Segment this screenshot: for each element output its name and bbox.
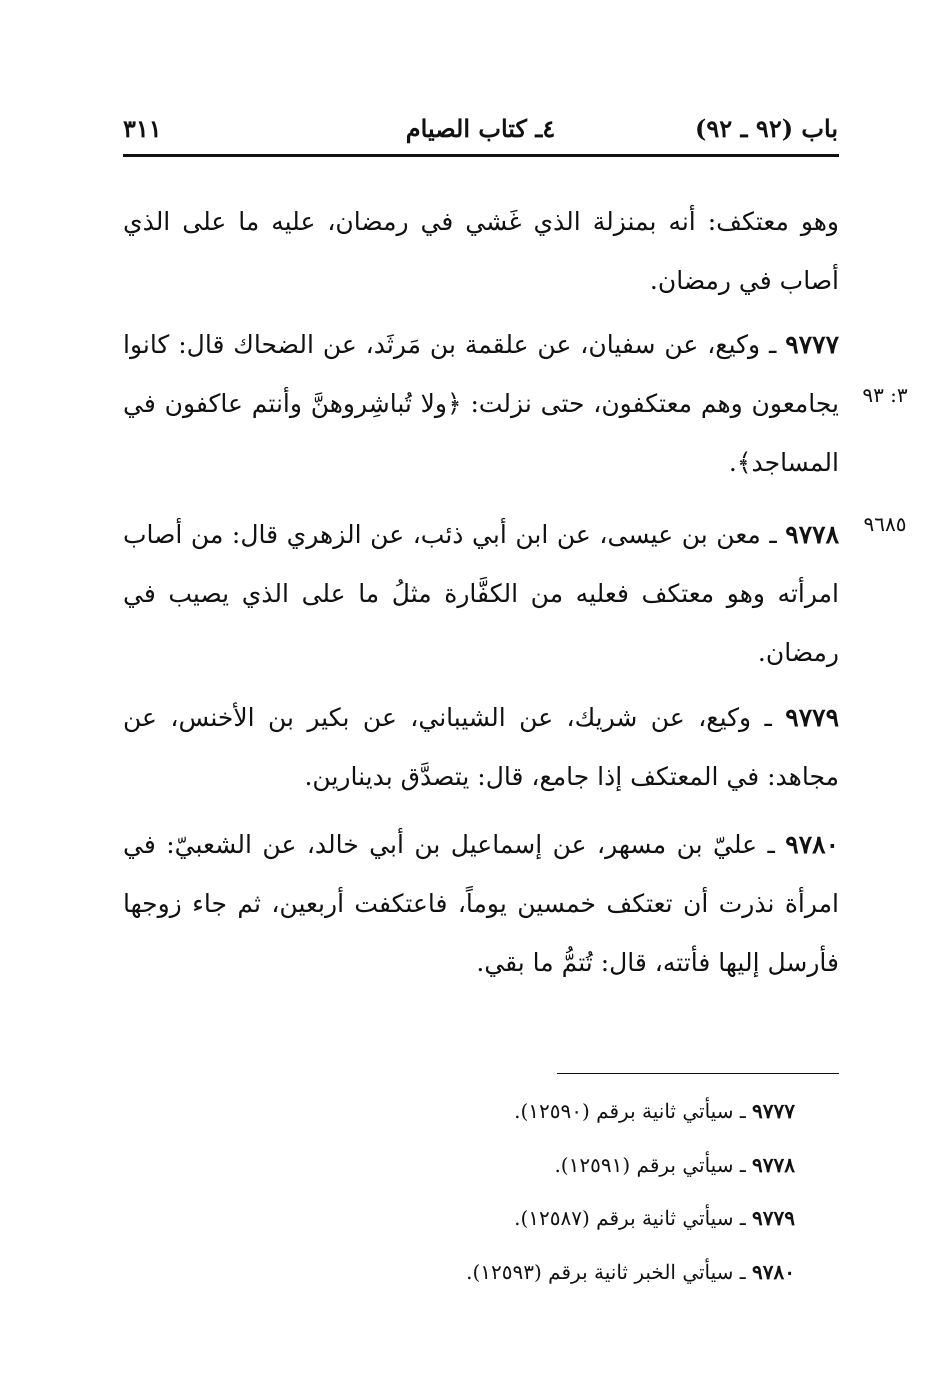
hadith-number: ٩٧٧٩ xyxy=(785,703,839,732)
hadith-9778 xyxy=(123,505,839,682)
footnote-text: ـ سيأتي برقم (١٢٥٩١). xyxy=(554,1153,753,1177)
hadith-9779 xyxy=(123,688,839,806)
running-header xyxy=(123,110,838,150)
page-number: ٣١١ xyxy=(123,114,162,143)
book-title: ٤ـ كتاب الصيام xyxy=(405,114,556,143)
hadith-text: ـ عليّ بن مسهر، عن إسماعيل بن أبي خالد، عن الشعبيّ: في امرأة نذرت أن تعتكف خمسين يوماً، فاعتكفت أربعين، ثم جاء زوجها فأرسل إليها فأتته، قال: تُتمُّ ما بقي. xyxy=(123,830,839,977)
footnote-number: ٩٧٧٨ xyxy=(752,1153,795,1177)
footnote-text: ـ سيأتي ثانية برقم (١٢٥٨٧). xyxy=(514,1206,753,1230)
footnote-9780 xyxy=(123,1258,795,1286)
footnote-number: ٩٧٧٧ xyxy=(752,1099,795,1123)
paragraph-continuation xyxy=(123,192,839,310)
footnote-text: ـ سيأتي ثانية برقم (١٢٥٩٠). xyxy=(514,1099,753,1123)
hadith-9777 xyxy=(123,315,839,492)
footnote-number: ٩٧٨٠ xyxy=(752,1260,795,1284)
paragraph-text: وهو معتكف: أنه بمنزلة الذي غَشي في رمضان، عليه ما على الذي أصاب في رمضان. xyxy=(123,207,839,295)
footnote-divider xyxy=(557,1073,839,1074)
footnote-9778 xyxy=(123,1151,795,1179)
hadith-text: ـ معن بن عيسى، عن ابن أبي ذئب، عن الزهري قال: من أصاب امرأته وهو معتكف فعليه من الكفَّارة مثلُ ما على الذي يصيب في رمضان. xyxy=(123,520,840,667)
footnote-text: ـ سيأتي الخبر ثانية برقم (١٢٥٩٣). xyxy=(466,1260,753,1284)
chapter-heading: باب (٩٢ ـ ٩٢) xyxy=(695,114,838,143)
hadith-text: ـ وكيع، عن سفيان، عن علقمة بن مَرثَد، عن الضحاك قال: كانوا يجامعون وهم معتكفون، حتى نزلت: ﴿ولا تُباشِروهنَّ وأنتم عاكفون في المساجد﴾. xyxy=(123,330,839,477)
margin-note-cross-ref: ٩٦٨٥ xyxy=(863,512,907,536)
hadith-number: ٩٧٧٧ xyxy=(785,330,839,359)
hadith-number: ٩٧٨٠ xyxy=(785,830,839,859)
footnote-9777 xyxy=(123,1097,795,1125)
hadith-text: ـ وكيع، عن شريك، عن الشيباني، عن بكير بن الأخنس، عن مجاهد: في المعتكف إذا جامع، قال: يتصدَّق بدينارين. xyxy=(123,703,839,791)
header-divider xyxy=(123,154,839,157)
footnote-number: ٩٧٧٩ xyxy=(752,1206,795,1230)
margin-note-verse-ref: ٣: ٩٣ xyxy=(862,383,908,407)
hadith-number: ٩٧٧٨ xyxy=(785,520,839,549)
hadith-9780 xyxy=(123,815,839,992)
footnote-9779 xyxy=(123,1204,795,1232)
